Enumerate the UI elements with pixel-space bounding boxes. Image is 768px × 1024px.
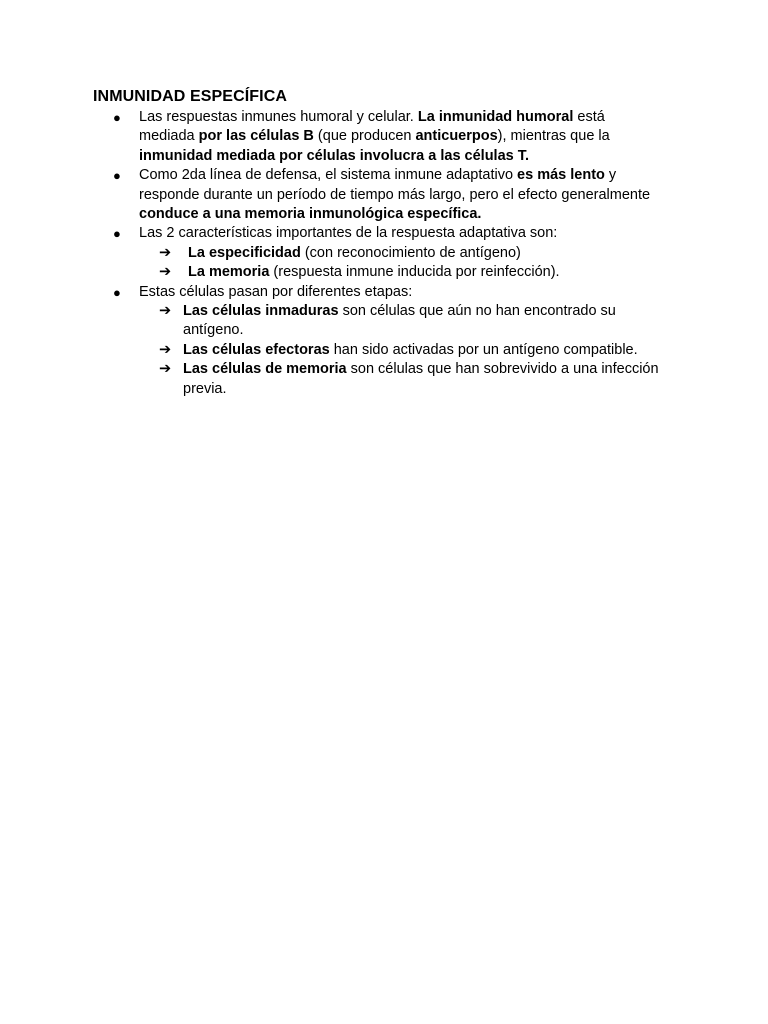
bold-text: conduce a una memoria inmunológica específica. [139,206,482,223]
arrow-right-icon: ➔ [159,303,172,320]
sub-list-item [0,302,768,341]
text-segment: Como 2da línea de defensa, el sistema inmune adaptativo [139,167,518,184]
text-segment: y responde durante un período de tiempo más largo, pero el efecto generalmente [139,167,651,203]
sub-list-item [0,341,768,360]
bullet-icon: ● [113,168,121,184]
sub-list-item [0,263,768,282]
arrow-right-icon: ➔ [159,264,172,281]
bullet-icon: ● [113,110,121,125]
section-title: INMUNIDAD ESPECÍFICA [93,88,288,105]
bold-text: Las células de memoria [183,361,347,378]
sub-list-item [0,244,768,263]
sub-list-item-text [183,244,678,263]
list-item [0,108,768,166]
list-item [0,224,768,282]
bullet-icon: ● [113,284,121,300]
arrow-right-icon: ➔ [159,244,172,261]
bold-text: es más lento [517,167,605,184]
sub-list [0,302,768,399]
bold-text: Las células efectoras [183,341,330,358]
sub-list-item-text [183,302,673,341]
text-segment: Estas células pasan por diferentes etapas: [139,283,413,300]
bold-text: La especificidad [188,244,301,261]
text-segment: está mediada [139,109,605,145]
text-segment: Las 2 características importantes de la respuesta adaptativa son: [139,225,558,242]
list-item [0,166,768,224]
sub-list-item [0,360,768,399]
text-segment: son células que han sobrevivido a una infección previa. [183,361,659,397]
text-segment: ), mientras que la [497,128,610,145]
sub-list-item-text [183,360,673,399]
text-segment: (con reconocimiento de antígeno) [300,244,521,261]
sub-list-item-text [183,341,673,360]
sub-list [0,244,768,283]
bold-text: por las células B [198,128,314,145]
arrow-right-icon: ➔ [159,361,172,378]
bold-text: Las células inmaduras [183,303,339,320]
bullet-icon: ● [113,226,121,242]
bold-text: La inmunidad humoral [417,109,574,125]
sub-list-item-text [183,263,678,282]
list-item [0,283,768,399]
text-segment: Las respuestas inmunes humoral y celular. [139,109,418,125]
list-item-text [139,283,654,302]
text-segment: son células que aún no han encontrado su antígeno. [183,303,616,339]
bold-text: inmunidad mediada por células involucra a las células T. [139,147,530,164]
list-item-text [139,166,654,224]
text-segment: (respuesta inmune inducida por reinfección). [269,264,560,281]
text-segment: han sido activadas por un antígeno compatible. [329,341,638,358]
arrow-right-icon: ➔ [159,341,172,358]
bullet-list [0,108,768,399]
list-item-text [139,224,654,243]
text-segment: (que producen [313,128,416,145]
bold-text: anticuerpos [415,128,498,145]
bold-text: La memoria [188,264,270,281]
list-item-text [139,108,654,166]
